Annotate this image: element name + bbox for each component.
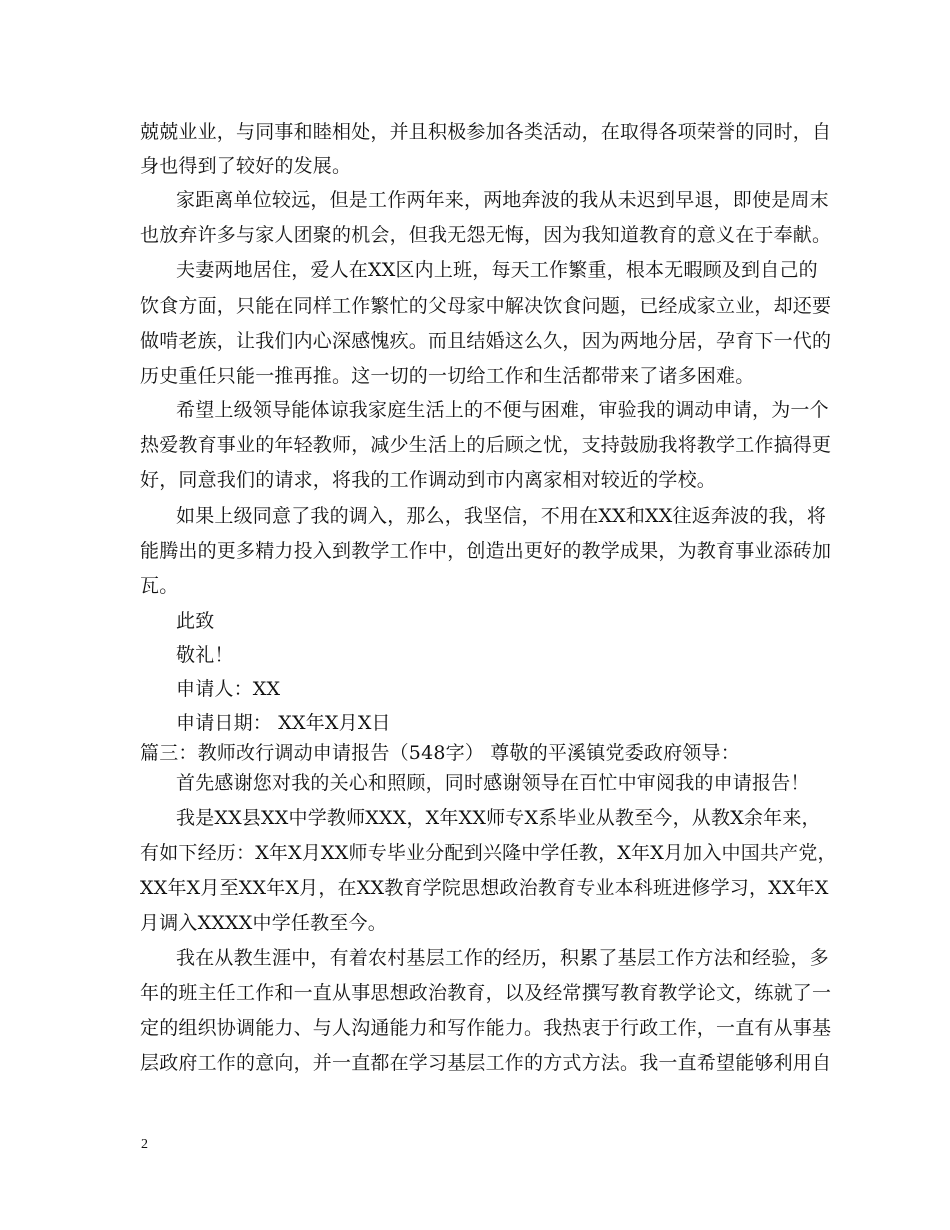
text-line: 做啃老族，让我们内心深感愧疚。而且结婚这么久，因为两地分居，孕育下一代的 — [140, 330, 832, 352]
text-line: 申请人：XX — [176, 678, 281, 700]
text-line: 希望上级领导能体谅我家庭生活上的不便与困难，审验我的调动申请，为一个 — [176, 399, 829, 421]
text-line: 历史重任只能一推再推。这一切的一切给工作和生活都带来了诸多困难。 — [140, 365, 755, 387]
page-number: 2 — [141, 1137, 148, 1152]
text-line: 年的班主任工作和一直从事思想政治教育，以及经常撰写教育教学论文，练就了一 — [140, 982, 832, 1004]
text-line: 篇三：教师改行调动申请报告（548字） 尊敬的平溪镇党委政府领导： — [140, 742, 740, 764]
text-line: 瓦。 — [140, 575, 179, 597]
text-line: 我在从教生涯中，有着农村基层工作的经历，积累了基层工作方法和经验，多 — [176, 947, 829, 969]
text-line: 夫妻两地居住，爱人在XX区内上班，每天工作繁重，根本无暇顾及到自己的 — [176, 259, 818, 281]
text-line: 首先感谢您对我的关心和照顾，同时感谢领导在百忙中审阅我的申请报告！ — [176, 772, 810, 794]
text-line: 兢兢业业，与同事和睦相处，并且积极参加各类活动，在取得各项荣誉的同时，自 — [140, 121, 832, 143]
text-line: 饮食方面，只能在同样工作繁忙的父母家中解决饮食问题，已经成家立业，却还要 — [140, 295, 832, 317]
text-line: 好，同意我们的请求，将我的工作调动到市内离家相对较近的学校。 — [140, 469, 717, 491]
text-line: 热爱教育事业的年轻教师，减少生活上的后顾之忧，支持鼓励我将教学工作搞得更 — [140, 434, 832, 456]
text-line: 也放弃许多与家人团聚的机会，但我无怨无悔，因为我知道教育的意义在于奉献。 — [140, 224, 832, 246]
text-line: 如果上级同意了我的调入，那么，我坚信，不用在XX和XX往返奔波的我，将 — [176, 505, 827, 527]
text-line: 敬礼！ — [176, 644, 234, 666]
text-line: 身也得到了较好的发展。 — [140, 155, 352, 177]
text-line: 此致 — [176, 610, 215, 632]
text-line: 家距离单位较远，但是工作两年来，两地奔波的我从未迟到早退，即使是周末 — [176, 189, 829, 211]
text-line: 月调入XXXX中学任教至今。 — [140, 912, 387, 934]
text-line: 申请日期： XX年X月X日 — [176, 712, 391, 734]
text-line: 有如下经历：X年X月XX师专毕业分配到兴隆中学任教，X年X月加入中国共产党， — [140, 842, 837, 864]
text-line: 我是XX县XX中学教师XXX，X年XX师专X系毕业从教至今，从教X余年来， — [176, 807, 821, 829]
text-line: 层政府工作的意向，并一直都在学习基层工作的方式方法。我一直希望能够利用自 — [140, 1052, 832, 1074]
text-line: 定的组织协调能力、与人沟通能力和写作能力。我热衷于行政工作，一直有从事基 — [140, 1017, 832, 1039]
text-line: 能腾出的更多精力投入到教学工作中，创造出更好的教学成果，为教育事业添砖加 — [140, 540, 832, 562]
text-line: XX年X月至XX年X月，在XX教育学院思想政治教育专业本科班进修学习，XX年X — [140, 877, 829, 899]
